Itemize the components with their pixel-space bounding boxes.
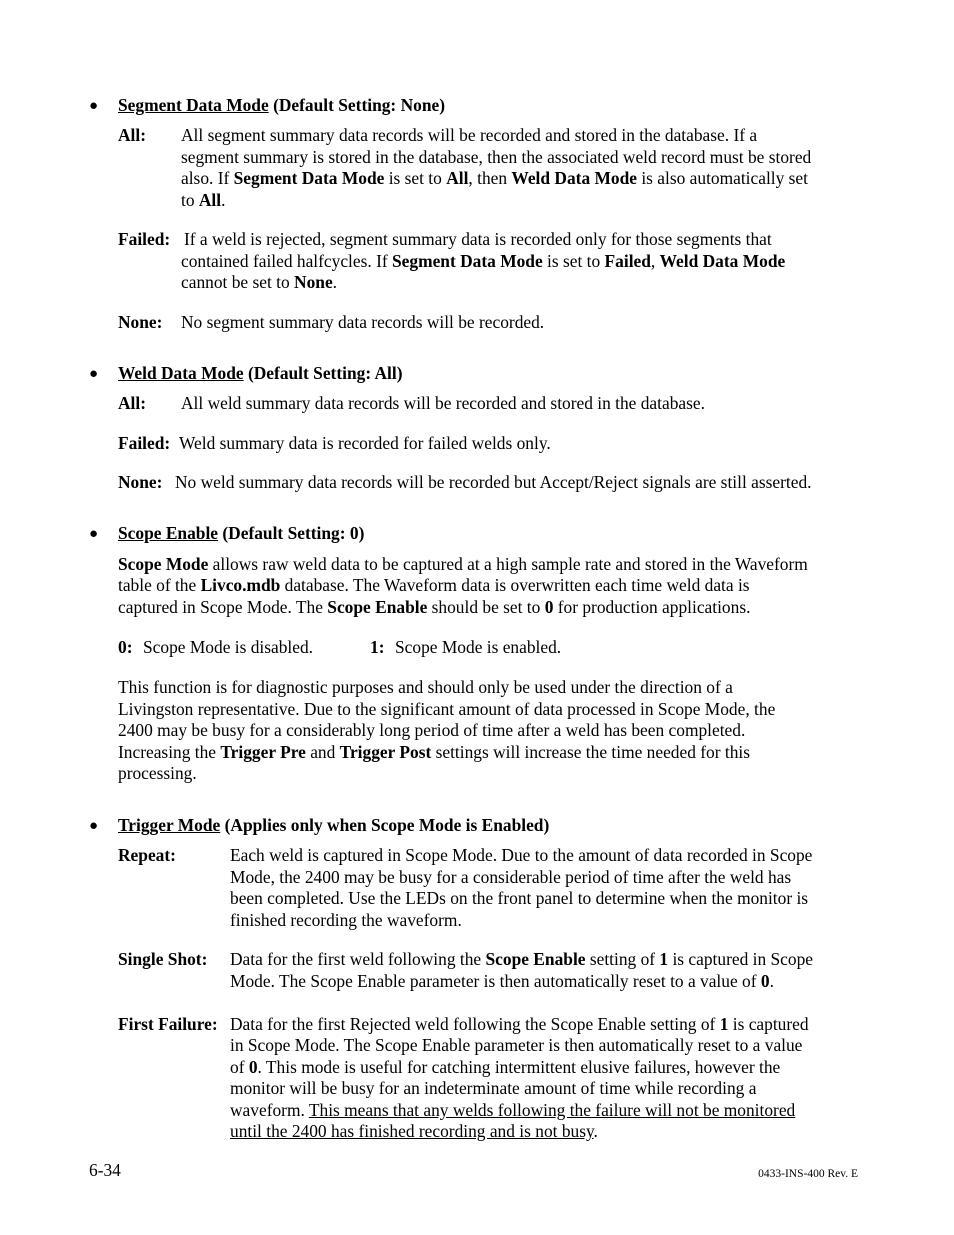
text-line: Livingston representative. Due to the significant amount of data processed in Scope Mode, the [118, 699, 776, 719]
text-line [181, 168, 808, 190]
option-label-1: 1: [370, 637, 385, 657]
text-line: This function is for diagnostic purposes and should only be used under the direction of a [118, 677, 733, 697]
text-run: waveform. [230, 1100, 309, 1120]
text-line: Mode, the 2400 may be busy for a considerable period of time after the weld has [230, 867, 792, 887]
term-zero: 0 [544, 597, 554, 617]
text-line: segment summary is stored in the database, then the associated weld record must be stored [181, 147, 812, 167]
text-run: is set to [384, 168, 447, 188]
text-run: . [769, 971, 774, 991]
option-label-0: 0: [118, 637, 133, 657]
text-line: No weld summary data records will be recorded but Accept/Reject signals are still asserted. [175, 472, 812, 492]
heading-weld-data-mode [118, 363, 403, 385]
text-run: also. If [181, 168, 234, 188]
text-run: setting of [585, 949, 660, 969]
text-line [230, 971, 774, 993]
heading-title: Segment Data Mode [118, 95, 269, 115]
text-line: Weld summary data is recorded for failed welds only. [179, 433, 551, 453]
text-line: Scope Mode is enabled. [395, 637, 562, 657]
bullet-icon: ● [89, 526, 99, 542]
term-one: 1 [719, 1014, 729, 1034]
heading-title: Trigger Mode [118, 815, 221, 835]
text-line: All segment summary data records will be recorded and stored in the database. If a [181, 125, 758, 145]
text-run: is also automatically set [637, 168, 808, 188]
option-label-first-failure: First Failure: [118, 1014, 218, 1034]
text-line: 2400 may be busy for a considerably long period of time after a weld has been completed. [118, 720, 746, 740]
text-line [181, 272, 337, 294]
text-line: processing. [118, 763, 197, 783]
text-line [230, 949, 813, 971]
term-scope-enable: Scope Enable [485, 949, 586, 969]
option-label-none: None: [118, 472, 163, 492]
heading-title: Weld Data Mode [118, 363, 244, 383]
underlined-warning: until the 2400 has finished recording and is not busy [230, 1121, 594, 1141]
page-number: 6-34 [89, 1160, 121, 1180]
option-label-failed: Failed: [118, 433, 171, 453]
text-line [118, 575, 750, 597]
text-line [230, 1100, 795, 1122]
term-none: None [294, 272, 333, 292]
document-id: 0433-INS-400 Rev. E [758, 1168, 858, 1180]
text-line [118, 554, 808, 576]
heading-scope-enable [118, 523, 364, 545]
underlined-warning: This means that any welds following the failure will not be monitored [308, 1100, 796, 1120]
text-run: allows raw weld data to be captured at a high sample rate and stored in the Waveform [208, 554, 808, 574]
text-run: settings will increase the time needed for this [431, 742, 751, 762]
term-trigger-post: Trigger Post [339, 742, 432, 762]
text-run: to [181, 190, 199, 210]
term-segment-data-mode: Segment Data Mode [392, 251, 543, 271]
term-weld-data-mode: Weld Data Mode [511, 168, 637, 188]
option-label-repeat: Repeat: [118, 845, 176, 865]
text-line [230, 1014, 809, 1036]
text-run: . [221, 190, 226, 210]
heading-trigger-mode [118, 815, 549, 837]
text-line [181, 251, 785, 273]
heading-default: (Default Setting: 0) [222, 523, 365, 543]
text-line: in Scope Mode. The Scope Enable parameter is then automatically reset to a value [230, 1035, 803, 1055]
bullet-icon: ● [89, 366, 99, 382]
text-line: monitor will be busy for an indeterminate amount of time while recording a [230, 1078, 757, 1098]
text-line: been completed. Use the LEDs on the front panel to determine when the monitor is [230, 888, 809, 908]
option-label-all: All: [118, 393, 147, 413]
term-livco-mdb: Livco.mdb [200, 575, 281, 595]
text-run: is captured [728, 1014, 809, 1034]
text-run: should be set to [427, 597, 545, 617]
text-line: finished recording the waveform. [230, 910, 462, 930]
text-line: No segment summary data records will be recorded. [181, 312, 545, 332]
heading-default: (Default Setting: All) [247, 363, 403, 383]
text-run: for production applications. [553, 597, 751, 617]
option-label-single-shot: Single Shot: [118, 949, 208, 969]
text-line [230, 1057, 780, 1079]
text-line: All weld summary data records will be recorded and stored in the database. [181, 393, 705, 413]
text-run: Mode. The Scope Enable parameter is then automatically reset to a value of [230, 971, 761, 991]
heading-segment-data-mode [118, 95, 445, 117]
text-line: If a weld is rejected, segment summary data is recorded only for those segments that [184, 229, 772, 249]
term-failed: Failed [604, 251, 651, 271]
text-run: Increasing the [118, 742, 221, 762]
text-run: cannot be set to [181, 272, 295, 292]
term-trigger-pre: Trigger Pre [220, 742, 306, 762]
term-all: All [198, 190, 222, 210]
term-scope-mode: Scope Mode [118, 554, 209, 574]
term-scope-enable: Scope Enable [327, 597, 428, 617]
text-run: is captured in Scope [668, 949, 813, 969]
text-run: . This mode is useful for catching intermittent elusive failures, however the [257, 1057, 781, 1077]
term-one: 1 [659, 949, 669, 969]
term-all: All [446, 168, 469, 188]
term-zero: 0 [248, 1057, 258, 1077]
text-run: , [650, 251, 660, 271]
term-zero: 0 [760, 971, 770, 991]
heading-title: Scope Enable [118, 523, 219, 543]
option-label-failed: Failed: [118, 229, 171, 249]
text-run: , then [468, 168, 512, 188]
text-run: is set to [542, 251, 605, 271]
bullet-icon: ● [89, 818, 99, 834]
text-run: Data for the first weld following the [230, 949, 486, 969]
term-segment-data-mode: Segment Data Mode [233, 168, 385, 188]
term-weld-data-mode: Weld Data Mode [659, 251, 786, 271]
text-line [118, 742, 750, 764]
option-label-all: All: [118, 125, 147, 145]
text-run: Data for the first Rejected weld following the Scope Enable setting of [230, 1014, 720, 1034]
text-line [230, 1121, 598, 1143]
bullet-icon: ● [89, 98, 99, 114]
text-run: database. The Waveform data is overwritten each time weld data is [280, 575, 750, 595]
text-line [118, 597, 750, 619]
option-label-none: None: [118, 312, 163, 332]
text-run: . [332, 272, 338, 292]
text-line: Scope Mode is disabled. [143, 637, 314, 657]
text-run: . [593, 1121, 598, 1141]
text-line: Each weld is captured in Scope Mode. Due to the amount of data recorded in Scope [230, 845, 813, 865]
text-run: of [230, 1057, 249, 1077]
text-run: and [305, 742, 340, 762]
text-run: table of the [118, 575, 201, 595]
heading-default: (Applies only when Scope Mode is Enabled) [224, 815, 550, 835]
heading-default: (Default Setting: None) [273, 95, 446, 115]
text-line [181, 190, 225, 212]
text-run: contained failed halfcycles. If [181, 251, 392, 271]
text-run: captured in Scope Mode. The [118, 597, 328, 617]
